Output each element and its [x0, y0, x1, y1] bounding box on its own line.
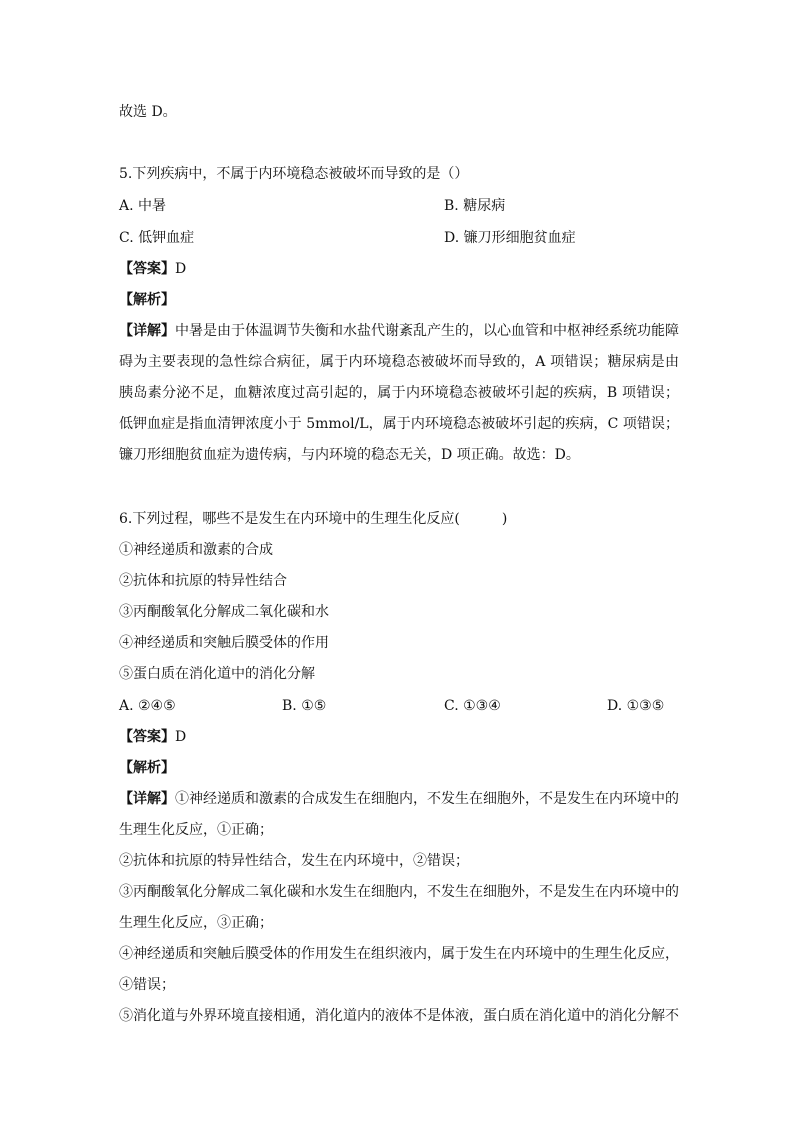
q6-detail-line-4: ④神经递质和突触后膜受体的作用发生在组织液内，属于发生在内环境中的生理生化反应，④错误； — [119, 946, 679, 993]
q5-detail — [119, 316, 679, 471]
q6-item-1: ①神经递质和激素的合成 — [119, 542, 273, 558]
q5-option-d: D. 镰刀形细胞贫血症 — [444, 230, 576, 246]
q6-option-a: A. ②④⑤ — [119, 698, 176, 714]
q6-answer-label: 【答案】 — [119, 729, 175, 745]
q5-detail-label: 【详解】 — [119, 323, 175, 339]
q6-item-2: ②抗体和抗原的特异性结合 — [119, 573, 287, 589]
q6-detail-line-1 — [119, 784, 679, 846]
q5-option-c: C. 低钾血症 — [119, 230, 195, 246]
previous-conclusion: 故选 D。 — [119, 104, 177, 120]
q5-option-b: B. 糖尿病 — [444, 198, 506, 214]
q6-detail — [119, 784, 679, 1032]
q6-detail-line-5: ⑤消化道与外界环境直接相通，消化道内的液体不是体液，蛋白质在消化道中的消化分解不 — [119, 1008, 679, 1024]
q6-item-3: ③丙酮酸氧化分解成二氧化碳和水 — [119, 604, 329, 620]
q6-option-c: C. ①③④ — [444, 698, 501, 714]
q5-answer-label: 【答案】 — [119, 261, 175, 277]
q6-detail-line-3: ③丙酮酸氧化分解成二氧化碳和水发生在细胞内，不发生在细胞外，不是发生在内环境中的生理生化反应，③正确； — [119, 884, 679, 931]
q5-analysis-label: 【解析】 — [119, 292, 175, 308]
q6-stem: 6.下列过程，哪些不是发生在内环境中的生理生化反应( ) — [119, 511, 508, 527]
q5-detail-text: 中暑是由于体温调节失衡和水盐代谢紊乱产生的，以心血管和中枢神经系统功能障碍为主要表现的急性综合病征，属于内环境稳态被破坏而导致的，A 项错误；糖尿病是由胰岛素分泌不足，血糖浓度过高引起的，属于内环境稳态被破坏引起的疾病，B 项错误；低钾血症是指血清钾浓度小于 5mmol/L，属于内环境稳态被破坏引起的疾病，C 项错误；镰刀形细胞贫血症为遗传病，与内环境的稳态无关，D 项正确。故选：D。 — [119, 323, 679, 463]
q5-answer — [119, 259, 186, 279]
q6-detail-line-2: ②抗体和抗原的特异性结合，发生在内环境中，②错误； — [119, 853, 469, 869]
q6-detail-text-1: ①神经递质和激素的合成发生在细胞内，不发生在细胞外，不是发生在内环境中的生理生化反应，①正确； — [119, 791, 679, 838]
q6-item-5: ⑤蛋白质在消化道中的消化分解 — [119, 666, 315, 682]
q6-detail-label: 【详解】 — [119, 791, 175, 807]
q5-stem: 5.下列疾病中，不属于内环境稳态被破坏而导致的是（） — [119, 166, 469, 182]
q6-option-b: B. ①⑤ — [282, 698, 327, 714]
q6-analysis-label: 【解析】 — [119, 760, 175, 776]
q6-answer — [119, 727, 186, 747]
q6-answer-value: D — [175, 729, 187, 745]
q6-item-4: ④神经递质和突触后膜受体的作用 — [119, 635, 329, 651]
q5-option-a: A. 中暑 — [119, 198, 167, 214]
q6-option-d: D. ①③⑤ — [607, 698, 665, 714]
q5-answer-value: D — [175, 261, 187, 277]
